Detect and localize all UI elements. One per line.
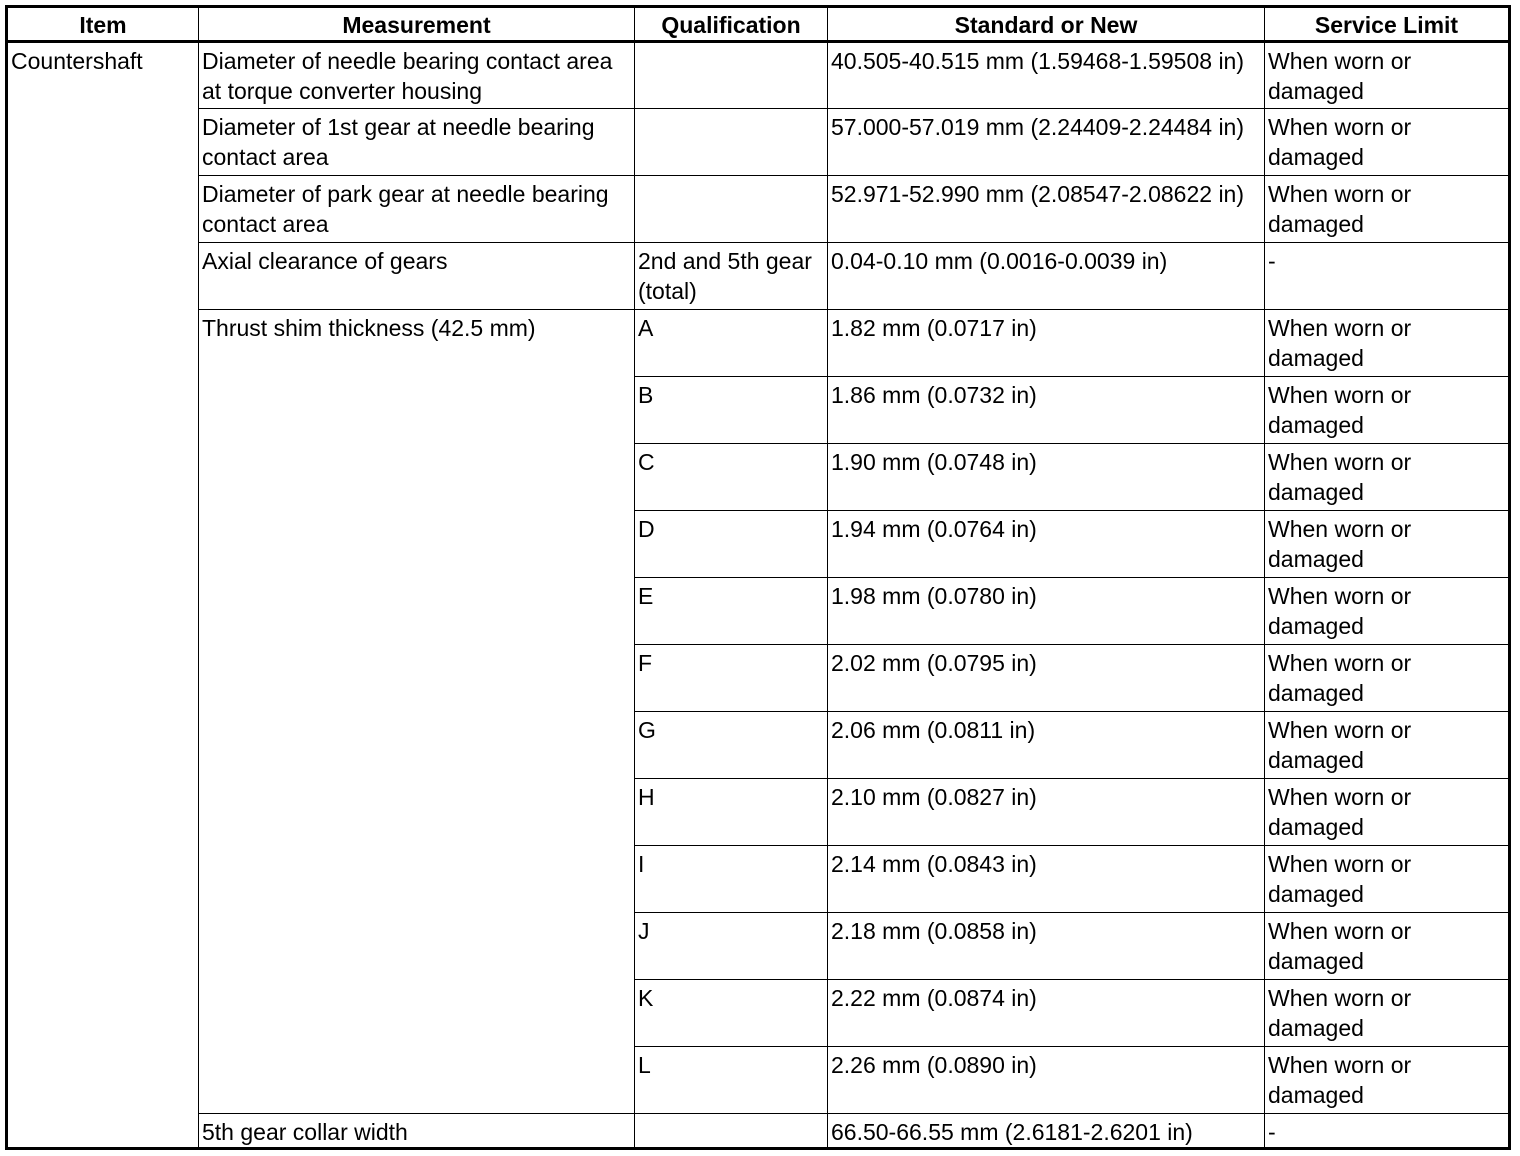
header-row <box>7 7 1510 42</box>
standard-cell: 2.10 mm (0.0827 in) <box>828 779 1265 846</box>
standard-cell: 1.86 mm (0.0732 in) <box>828 377 1265 444</box>
measurement-cell: Diameter of park gear at needle bearing contact area <box>199 176 635 243</box>
header-standard: Standard or New <box>828 7 1265 42</box>
standard-cell: 1.94 mm (0.0764 in) <box>828 511 1265 578</box>
standard-cell: 2.18 mm (0.0858 in) <box>828 913 1265 980</box>
measurement-cell-shim: Thrust shim thickness (42.5 mm) <box>199 310 635 1114</box>
standard-cell: 66.50-66.55 mm (2.6181-2.6201 in) <box>828 1114 1265 1149</box>
standard-cell: 57.000-57.019 mm (2.24409-2.24484 in) <box>828 109 1265 176</box>
qualification-cell: F <box>635 645 828 712</box>
table-row <box>7 109 1510 176</box>
limit-cell: When worn or damaged <box>1265 1047 1510 1114</box>
header-item: Item <box>7 7 199 42</box>
qualification-cell <box>635 42 828 109</box>
qualification-cell: J <box>635 913 828 980</box>
qualification-cell: C <box>635 444 828 511</box>
table-row <box>7 310 1510 377</box>
qualification-cell: 2nd and 5th gear (total) <box>635 243 828 310</box>
standard-cell: 0.04-0.10 mm (0.0016-0.0039 in) <box>828 243 1265 310</box>
limit-cell: When worn or damaged <box>1265 511 1510 578</box>
limit-cell: When worn or damaged <box>1265 980 1510 1047</box>
standard-cell: 1.98 mm (0.0780 in) <box>828 578 1265 645</box>
limit-cell: When worn or damaged <box>1265 779 1510 846</box>
qualification-cell: H <box>635 779 828 846</box>
limit-cell: - <box>1265 1114 1510 1149</box>
standard-cell: 52.971-52.990 mm (2.08547-2.08622 in) <box>828 176 1265 243</box>
table-row <box>7 42 1510 109</box>
limit-cell: When worn or damaged <box>1265 377 1510 444</box>
qualification-cell <box>635 176 828 243</box>
standard-cell: 1.82 mm (0.0717 in) <box>828 310 1265 377</box>
limit-cell: When worn or damaged <box>1265 42 1510 109</box>
standard-cell: 2.06 mm (0.0811 in) <box>828 712 1265 779</box>
limit-cell: When worn or damaged <box>1265 578 1510 645</box>
qualification-cell: B <box>635 377 828 444</box>
limit-cell: When worn or damaged <box>1265 444 1510 511</box>
qualification-cell <box>635 1114 828 1149</box>
qualification-cell: E <box>635 578 828 645</box>
standard-cell: 1.90 mm (0.0748 in) <box>828 444 1265 511</box>
limit-cell: When worn or damaged <box>1265 645 1510 712</box>
qualification-cell: A <box>635 310 828 377</box>
measurement-cell: Diameter of 1st gear at needle bearing contact area <box>199 109 635 176</box>
limit-cell: - <box>1265 243 1510 310</box>
limit-cell: When worn or damaged <box>1265 109 1510 176</box>
qualification-cell: I <box>635 846 828 913</box>
limit-cell: When worn or damaged <box>1265 712 1510 779</box>
table-row <box>7 176 1510 243</box>
standard-cell: 40.505-40.515 mm (1.59468-1.59508 in) <box>828 42 1265 109</box>
measurement-cell: Axial clearance of gears <box>199 243 635 310</box>
limit-cell: When worn or damaged <box>1265 176 1510 243</box>
qualification-cell: L <box>635 1047 828 1114</box>
limit-cell: When worn or damaged <box>1265 310 1510 377</box>
measurement-cell: 5th gear collar width <box>199 1114 635 1149</box>
qualification-cell: D <box>635 511 828 578</box>
qualification-cell <box>635 109 828 176</box>
item-cell: Countershaft <box>7 42 199 1149</box>
standard-cell: 2.26 mm (0.0890 in) <box>828 1047 1265 1114</box>
measurement-cell: Diameter of needle bearing contact area at torque converter housing <box>199 42 635 109</box>
qualification-cell: G <box>635 712 828 779</box>
table-row <box>7 243 1510 310</box>
standard-cell: 2.14 mm (0.0843 in) <box>828 846 1265 913</box>
qualification-cell: K <box>635 980 828 1047</box>
header-qualification: Qualification <box>635 7 828 42</box>
table-row <box>7 1114 1510 1149</box>
spec-table <box>5 5 1511 1150</box>
limit-cell: When worn or damaged <box>1265 913 1510 980</box>
header-measurement: Measurement <box>199 7 635 42</box>
standard-cell: 2.22 mm (0.0874 in) <box>828 980 1265 1047</box>
limit-cell: When worn or damaged <box>1265 846 1510 913</box>
standard-cell: 2.02 mm (0.0795 in) <box>828 645 1265 712</box>
header-service-limit: Service Limit <box>1265 7 1510 42</box>
